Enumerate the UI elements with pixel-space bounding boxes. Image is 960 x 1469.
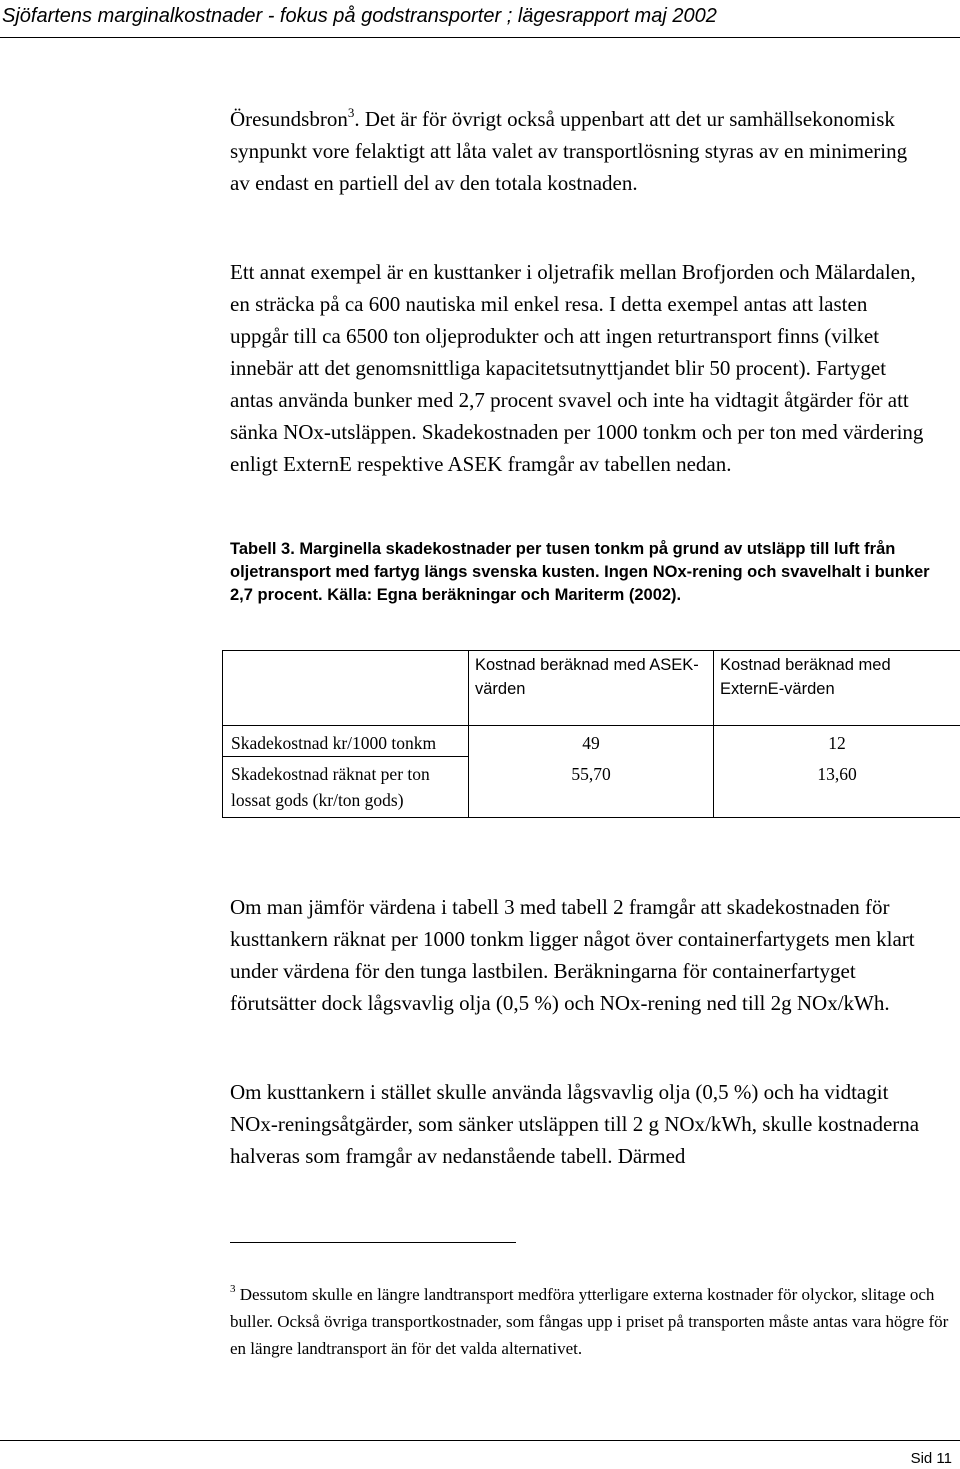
row-label-cost-per-tonkm: Skadekostnad kr/1000 tonkm [223, 726, 469, 757]
cost-table [222, 650, 960, 818]
paragraph-3: Om man jämför värdena i tabell 3 med tabell 2 framgår att skadekostnaden för kusttankern räknat per 1000 tonkm ligger något över containerfartygets men klart under värdena för den tunga lastbilen. Beräkningarna för containerfartyget förutsätter dock lågsvavlig olja (0,5 %) och NOx-rening ned till 2g NOx/kWh. [230, 895, 915, 1015]
table-header-empty [223, 651, 469, 726]
table-caption: Tabell 3. Marginella skadekostnader per tusen tonkm på grund av utsläpp till luft från oljetransport med fartyg längs svenska kusten. Ingen NOx-rening och svavelhalt i bunker 2,7 procent. Källa: Egna beräkningar och Mariterm (2002). [230, 540, 930, 604]
page-number: Sid 11 [910, 1450, 952, 1467]
table-row [223, 757, 960, 818]
running-header [0, 0, 960, 38]
footnote-separator [230, 1242, 516, 1243]
footnote-text: Dessutom skulle en längre landtransport medföra ytterligare externa kostnader för olyckor, slitage och buller. Också övriga transportkostnader, som fångas upp i priset på transporten måste antas vara högre för en längre landtransport än för det valda alternativet. [230, 1285, 949, 1358]
header-rule [0, 37, 960, 38]
cell-externe-per-ton: 13,60 [714, 757, 960, 818]
table-header-externe: Kostnad beräknad med ExternE-värden [714, 651, 960, 726]
paragraph-1 [230, 103, 930, 199]
cell-asek-per-ton: 55,70 [469, 757, 714, 818]
cell-asek-per-tonkm: 49 [469, 726, 714, 757]
running-title: Sjöfartens marginalkostnader - fokus på godstransporter ; lägesrapport maj 2002 [2, 5, 717, 27]
paragraph-4: Om kusttankern i stället skulle använda lågsvavlig olja (0,5 %) och ha vidtagit NOx-reningsåtgärder, som sänker utsläppen till 2 g NOx/kWh, skulle kostnaderna halveras som framgår av nedanstående tabell. Därmed [230, 1080, 920, 1168]
paragraph-1-rest: . Det är för övrigt också uppenbart att det ur samhällsekonomisk synpunkt vore felaktigt att låta valet av transportlösning styras av en minimering av endast en partiell del av den totala kostnaden. [230, 107, 908, 195]
table-row [223, 726, 960, 757]
table-header-asek: Kostnad beräknad med ASEK-värden [469, 651, 714, 726]
footnote [230, 1281, 955, 1362]
row-label-cost-per-ton: Skadekostnad räknat per ton lossat gods (kr/ton gods) [223, 757, 469, 818]
table-header-row [223, 651, 960, 726]
paragraph-2: Ett annat exempel är en kusttanker i oljetrafik mellan Brofjorden och Mälardalen, en sträcka på ca 600 nautiska mil enkel resa. I detta exempel antas att lasten uppgår till ca 6500 ton oljeprodukter och att ingen returtransport finns (vilket innebär att det genomsnittliga kapacitetsutnyttjandet blir 50 procent). Fartyget antas använda bunker med 2,7 procent svavel och inte ha vidtagit åtgärder för att sänka NOx-utsläppen. Skadekostnaden per 1000 tonkm och per ton med värdering enligt ExternE respektive ASEK framgår av tabellen nedan. [230, 260, 924, 476]
footnote-number: 3 [230, 1283, 236, 1295]
paragraph-1-start: Öresundsbron [230, 107, 348, 131]
footer-rule [0, 1440, 960, 1441]
footnote-reference[interactable]: 3 [347, 105, 355, 120]
cell-externe-per-tonkm: 12 [714, 726, 960, 757]
